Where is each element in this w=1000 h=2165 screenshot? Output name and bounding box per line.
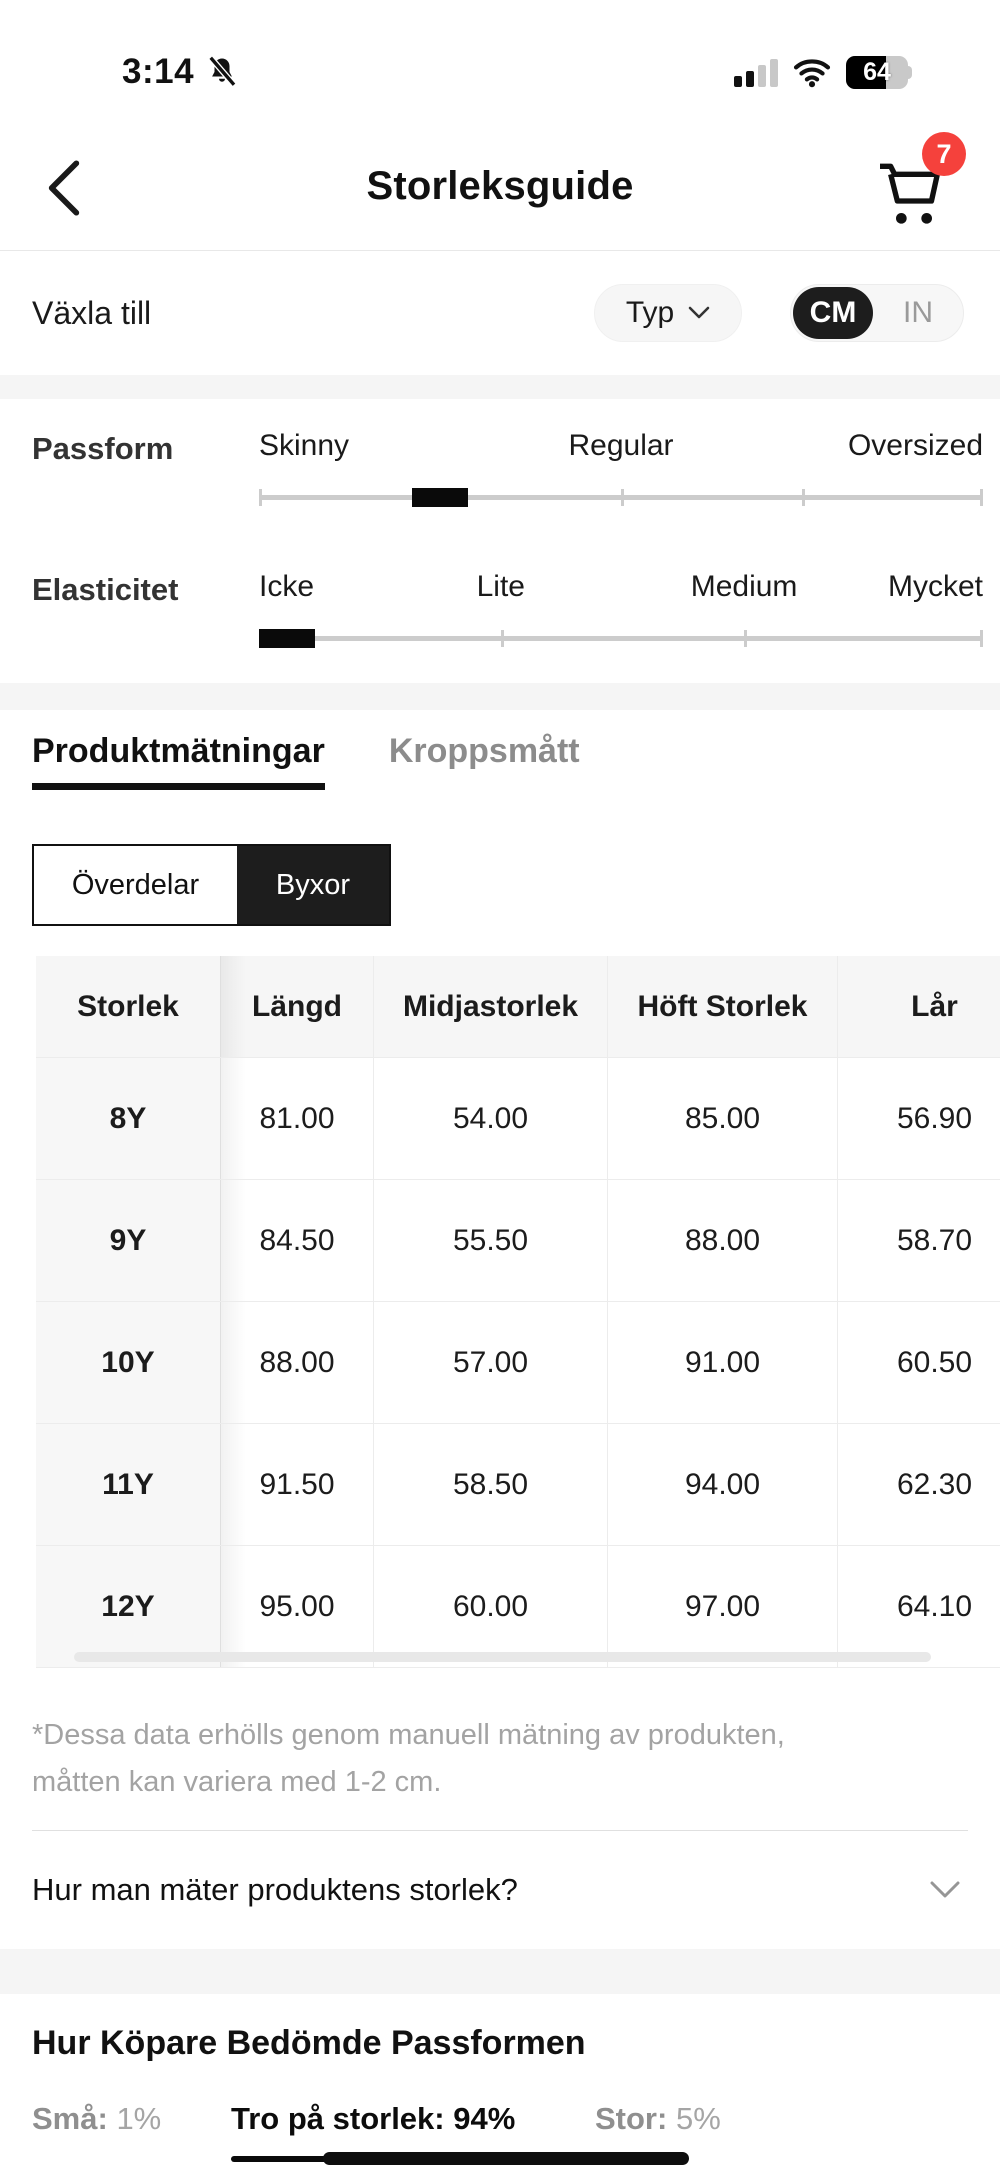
table-cell-size: 10Y xyxy=(36,1302,221,1424)
tab-body-measurements[interactable]: Kroppsmått xyxy=(388,732,580,770)
measurement-disclaimer xyxy=(32,1712,968,1806)
section-separator xyxy=(0,1949,1000,1994)
type-dropdown-label: Typ xyxy=(625,296,675,329)
table-header-cell: Höft Storlek xyxy=(608,956,838,1058)
cellular-signal-icon xyxy=(734,57,778,89)
table-row xyxy=(36,1180,1000,1302)
stretch-option-none: Icke xyxy=(259,570,315,603)
table-header-cell: Storlek xyxy=(36,956,221,1058)
table-cell-size: 11Y xyxy=(36,1424,221,1546)
table-cell: 88.00 xyxy=(608,1180,838,1302)
wifi-icon xyxy=(792,57,832,89)
cart-button[interactable] xyxy=(872,138,952,238)
table-cell: 91.50 xyxy=(221,1424,374,1546)
unit-toggle[interactable] xyxy=(790,284,964,342)
table-cell: 58.70 xyxy=(838,1180,1000,1302)
type-dropdown[interactable] xyxy=(594,284,742,342)
unit-option-in[interactable]: IN xyxy=(903,296,933,329)
stat-true-to-size: Tro på storlek: 94% xyxy=(231,2101,516,2136)
stat-large-value: 5% xyxy=(675,2101,721,2136)
buyer-fit-feedback-section xyxy=(0,2024,1000,2165)
table-row xyxy=(36,1302,1000,1424)
size-table-container[interactable] xyxy=(36,956,1000,1668)
stretch-slider-row xyxy=(32,570,983,653)
unit-switch-row xyxy=(0,251,1000,375)
stretch-option-much: Mycket xyxy=(887,570,983,603)
disclaimer-line2: måtten kan variera med 1-2 cm. xyxy=(32,1766,442,1798)
table-cell: 60.00 xyxy=(374,1546,608,1668)
fit-option-skinny: Skinny xyxy=(259,429,350,462)
fit-slider-indicator xyxy=(412,488,468,507)
stat-large-label: Stor: xyxy=(595,2101,668,2136)
fit-info-section xyxy=(0,399,1000,683)
feedback-stats-row xyxy=(32,2101,968,2143)
chevron-down-icon xyxy=(688,306,710,320)
table-cell-size: 12Y xyxy=(36,1546,221,1668)
section-separator xyxy=(0,683,1000,710)
table-cell: 88.00 xyxy=(221,1302,374,1424)
fit-bar-segment-true xyxy=(323,2152,689,2165)
table-header-cell: Lår xyxy=(838,956,1000,1058)
table-row xyxy=(36,1058,1000,1180)
table-cell: 57.00 xyxy=(374,1302,608,1424)
page-title: Storleksguide xyxy=(366,163,634,208)
fit-feedback-bar xyxy=(32,2151,968,2165)
table-row xyxy=(36,1546,1000,1668)
table-cell: 58.50 xyxy=(374,1424,608,1546)
table-cell: 60.50 xyxy=(838,1302,1000,1424)
size-table xyxy=(36,956,1000,1668)
table-cell: 56.90 xyxy=(838,1058,1000,1180)
measurement-tabs xyxy=(0,732,1000,790)
fit-option-oversized: Oversized xyxy=(847,429,983,462)
navigation-bar xyxy=(0,130,1000,251)
table-cell-size: 9Y xyxy=(36,1180,221,1302)
tab-product-measurements[interactable]: Produktmätningar xyxy=(32,732,325,790)
table-header-cell: Midjastorlek xyxy=(374,956,608,1058)
table-cell: 94.00 xyxy=(608,1424,838,1546)
category-pants-button[interactable]: Byxor xyxy=(237,846,389,924)
table-cell: 62.30 xyxy=(838,1424,1000,1546)
table-cell: 97.00 xyxy=(608,1546,838,1668)
table-cell: 85.00 xyxy=(608,1058,838,1180)
notifications-muted-icon xyxy=(204,54,240,90)
table-row xyxy=(36,1424,1000,1546)
table-cell: 84.50 xyxy=(221,1180,374,1302)
table-cell: 91.00 xyxy=(608,1302,838,1424)
cart-badge: 7 xyxy=(922,132,966,176)
battery-percent: 64 xyxy=(863,57,891,86)
stretch-slider-indicator xyxy=(259,629,315,648)
fit-slider-track xyxy=(259,495,983,500)
category-tops-button[interactable]: Överdelar xyxy=(34,846,237,924)
table-header-row xyxy=(36,956,1000,1058)
section-separator xyxy=(0,375,1000,399)
accordion-question: Hur man mäter produktens storlek? xyxy=(32,1872,518,1907)
status-bar xyxy=(0,0,1000,130)
category-toggle xyxy=(32,844,391,926)
table-cell: 55.50 xyxy=(374,1180,608,1302)
stretch-slider-track xyxy=(259,636,983,641)
feedback-heading: Hur Köpare Bedömde Passformen xyxy=(32,2024,586,2062)
stretch-option-medium: Medium xyxy=(690,570,798,603)
fit-option-regular: Regular xyxy=(568,429,674,462)
fit-slider-row xyxy=(32,429,983,512)
table-header-cell: Längd xyxy=(221,956,374,1058)
table-cell: 64.10 xyxy=(838,1546,1000,1668)
disclaimer-line1: *Dessa data erhölls genom manuell mätning av produkten, xyxy=(32,1719,785,1751)
fit-bar-segment-small xyxy=(231,2156,331,2162)
unit-option-cm[interactable]: CM xyxy=(793,287,873,339)
stretch-option-little: Lite xyxy=(476,570,525,603)
unit-row-label: Växla till xyxy=(32,294,152,331)
fit-slider-label: Passform xyxy=(32,431,174,466)
table-cell-size: 8Y xyxy=(36,1058,221,1180)
stat-small-label: Små: xyxy=(32,2101,108,2136)
clock: 3:14 xyxy=(122,52,195,91)
table-cell: 54.00 xyxy=(374,1058,608,1180)
table-cell: 95.00 xyxy=(221,1546,374,1668)
horizontal-scrollbar[interactable] xyxy=(74,1652,931,1662)
stretch-slider-label: Elasticitet xyxy=(32,572,179,607)
table-cell: 81.00 xyxy=(221,1058,374,1180)
how-to-measure-accordion[interactable] xyxy=(0,1831,1000,1949)
chevron-down-icon xyxy=(930,1881,960,1899)
battery-icon xyxy=(846,56,912,89)
stat-small-value: 1% xyxy=(116,2101,162,2136)
